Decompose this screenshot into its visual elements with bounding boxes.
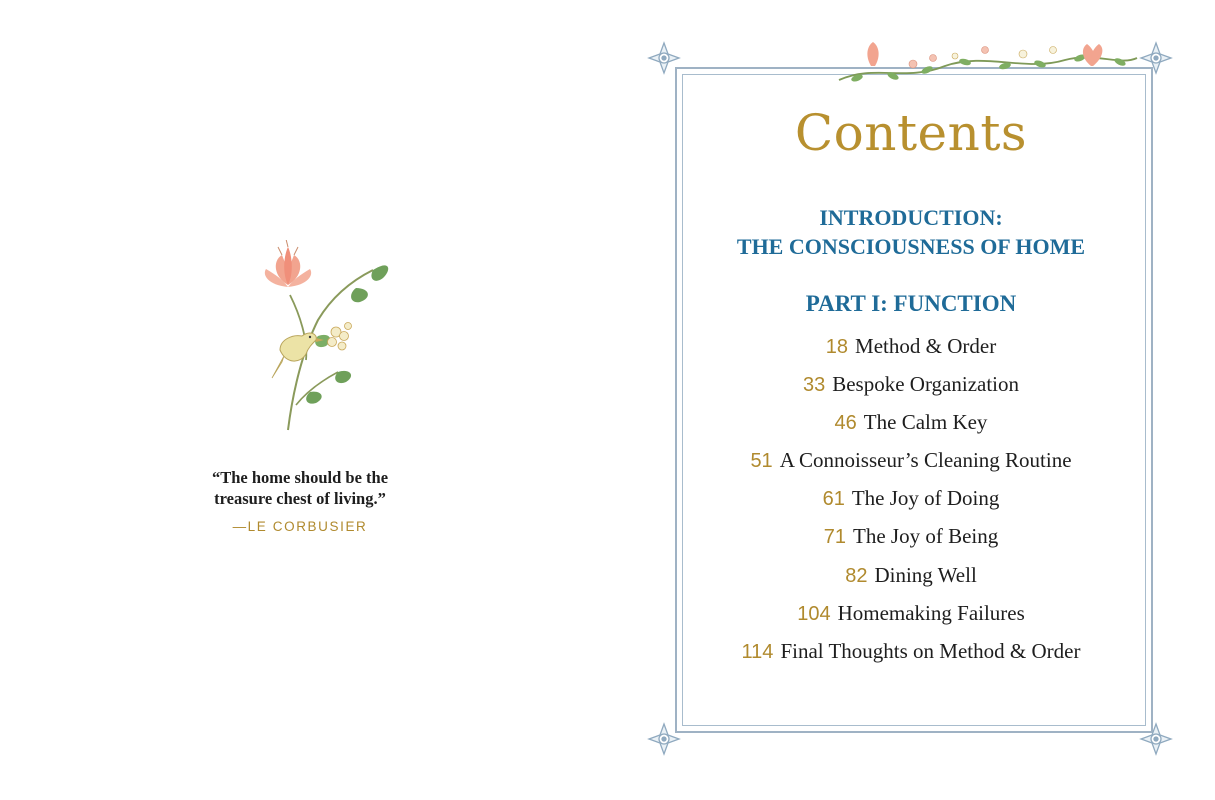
corner-ornament-icon: [647, 722, 681, 756]
toc-title: Bespoke Organization: [832, 372, 1020, 397]
floral-vine-icon: [835, 36, 1141, 92]
toc-entry: [607, 562, 1215, 600]
toc-entry: [607, 600, 1215, 638]
toc-entry: [607, 485, 1215, 523]
page-title: Contents: [794, 104, 1028, 162]
toc-title: Final Thoughts on Method & Order: [780, 638, 1081, 663]
quote-author: —LE CORBUSIER: [232, 519, 368, 534]
corner-ornament-icon: [647, 41, 681, 75]
intro-line: THE CONSCIOUSNESS OF HOME: [736, 234, 1086, 259]
toc-page-number: 18: [825, 336, 849, 358]
toc-page-number: 46: [834, 412, 857, 435]
toc-title: The Joy of Doing: [851, 486, 1000, 511]
toc-title: Method & Order: [855, 334, 997, 358]
quote-line: “The home should be the: [211, 468, 389, 487]
toc-page-number: 82: [845, 564, 868, 587]
toc-page-number: 33: [802, 374, 826, 397]
toc-title: The Calm Key: [863, 410, 988, 435]
toc-page-number: 61: [822, 488, 845, 511]
toc-title: The Joy of Being: [853, 524, 999, 549]
left-page: [0, 0, 607, 800]
toc-entry: [607, 523, 1215, 561]
toc-page-number: 104: [797, 602, 831, 625]
epigraph-quote: [150, 467, 450, 509]
toc-entry: [607, 447, 1215, 485]
toc-title: Homemaking Failures: [837, 600, 1025, 625]
toc-list: [607, 333, 1215, 676]
intro-line: INTRODUCTION:: [819, 205, 1003, 230]
toc-page-number: 114: [741, 640, 774, 663]
toc-title: Dining Well: [874, 562, 977, 587]
toc-page-number: 71: [823, 526, 846, 549]
toc-entry: [607, 371, 1215, 409]
introduction-heading: [607, 203, 1215, 261]
quote-line: treasure chest of living.”: [214, 489, 386, 508]
right-page: [607, 0, 1215, 800]
corner-ornament-icon: [1139, 41, 1173, 75]
toc-page-number: 51: [750, 450, 773, 473]
toc-entry: [607, 638, 1215, 676]
toc-entry: [607, 409, 1215, 447]
corner-ornament-icon: [1139, 722, 1173, 756]
flower-and-bird-icon: [248, 240, 393, 435]
part-heading: PART I: FUNCTION: [805, 291, 1017, 316]
toc-entry: [607, 333, 1215, 371]
toc-title: A Connoisseur’s Cleaning Routine: [779, 448, 1072, 473]
